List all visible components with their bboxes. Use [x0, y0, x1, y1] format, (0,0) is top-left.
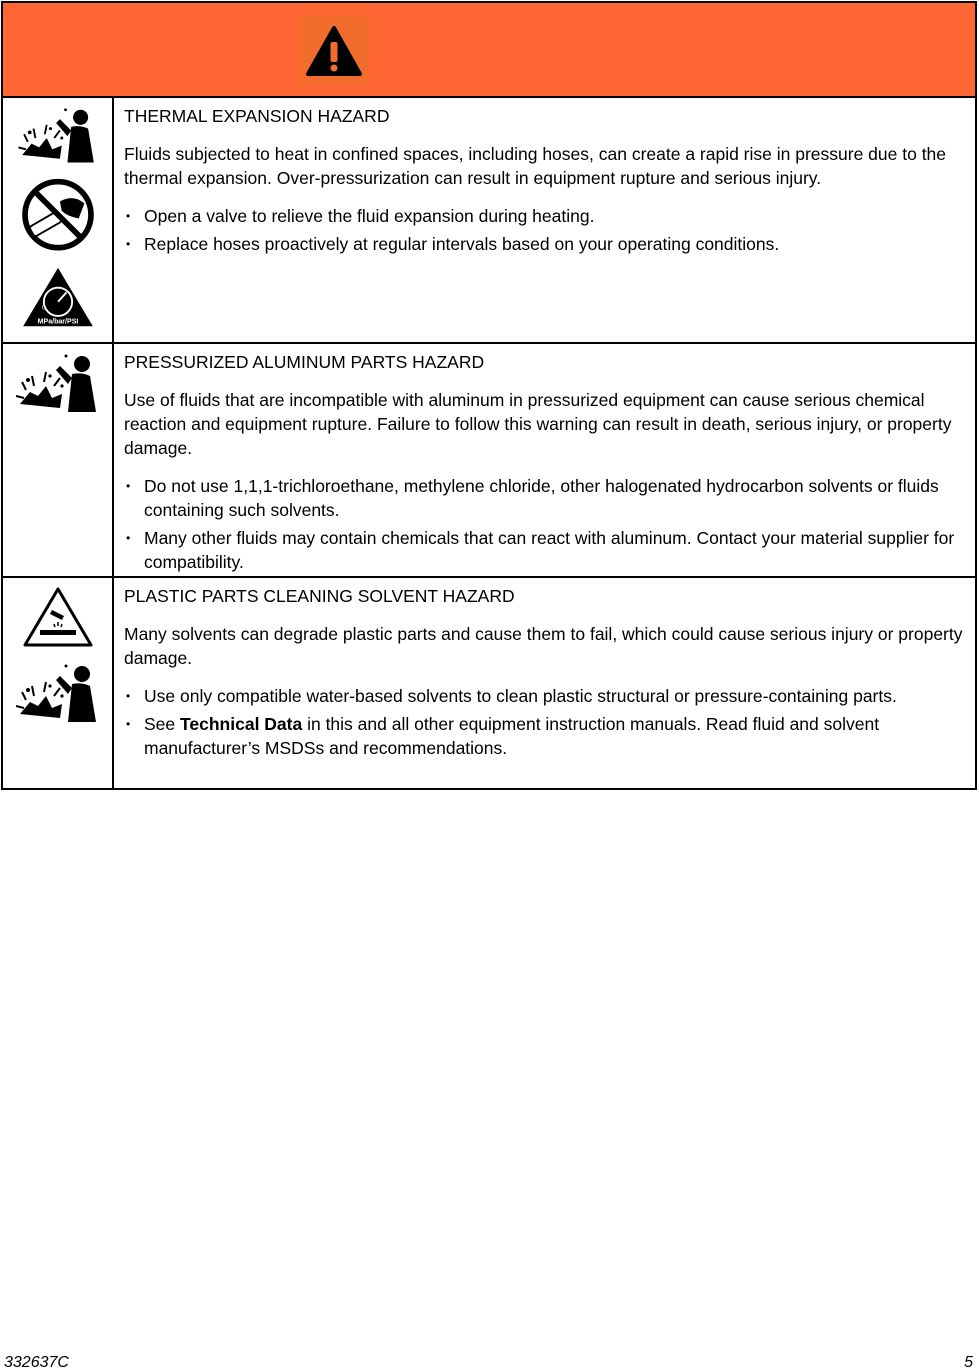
warning-row-thermal [3, 98, 975, 344]
page-footer [4, 1354, 973, 1372]
warning-bullet: • Use only compatible water-based solvents to clean plastic structural or pressure-containing parts. [124, 684, 967, 708]
warning-icons [3, 98, 114, 342]
warning-bullets [124, 474, 967, 574]
warning-title: PRESSURIZED ALUMINUM PARTS HAZARD [124, 352, 485, 372]
technical-data-reference: Technical Data [180, 714, 303, 734]
warning-banner [3, 3, 975, 98]
warning-table [1, 1, 977, 790]
warning-bullet: • Replace hoses proactively at regular intervals based on your operating conditions. [124, 232, 967, 256]
pressure-gauge-icon [19, 266, 97, 328]
chemical-hazard-icon [22, 586, 94, 648]
warning-triangle-icon [299, 15, 369, 85]
gauge-zero-text: 0 [41, 304, 46, 312]
no-hand-spray-icon [18, 177, 98, 252]
warning-row-plastic [3, 578, 975, 788]
warning-icons [3, 344, 114, 576]
warning-description: Fluids subjected to heat in confined spaces, including hoses, can create a rapid rise in pressure due to the thermal expansion. Over-pressurization can result in equipment rupture and serious injury. [124, 144, 947, 188]
warning-bullet: • Open a valve to relieve the fluid expansion during heating. [124, 204, 967, 228]
warning-bullets [124, 204, 967, 256]
splash-hazard-icon [16, 662, 100, 722]
gauge-units-text: MPa/bar/PSI [37, 318, 78, 326]
warning-bullet: • Do not use 1,1,1-trichloroethane, methylene chloride, other halogenated hydrocarbon solvents or fluids containing such solvents. [124, 474, 967, 522]
bullet-prefix: See [144, 714, 180, 734]
warning-title: THERMAL EXPANSION HAZARD [124, 106, 390, 126]
warning-content [114, 344, 975, 576]
warning-description: Use of fluids that are incompatible with aluminum in pressurized equipment can cause serious chemical reaction and equipment rupture. Failure to follow this warning can result in death, serious injury, or property damage. [124, 390, 952, 458]
splash-hazard-icon [16, 352, 100, 412]
document-number: 332637C [4, 1354, 69, 1371]
warning-content [114, 98, 975, 342]
warning-content [114, 578, 975, 788]
warning-title: PLASTIC PARTS CLEANING SOLVENT HAZARD [124, 586, 515, 606]
splash-hazard-icon [16, 106, 100, 163]
warning-icons [3, 578, 114, 788]
warning-row-aluminum [3, 344, 975, 578]
page-number: 5 [964, 1354, 973, 1371]
warning-bullet [124, 712, 967, 760]
warning-bullet: • Many other fluids may contain chemicals that can react with aluminum. Contact your material supplier for compatibility. [124, 526, 967, 574]
bullet-suffix: in this and all other equipment instruction manuals. Read fluid and solvent manufacturer’s MSDSs and recommendations. [144, 714, 880, 758]
warning-description: Many solvents can degrade plastic parts and cause them to fail, which could cause serious injury or property damage. [124, 624, 963, 668]
warning-bullets [124, 684, 967, 760]
